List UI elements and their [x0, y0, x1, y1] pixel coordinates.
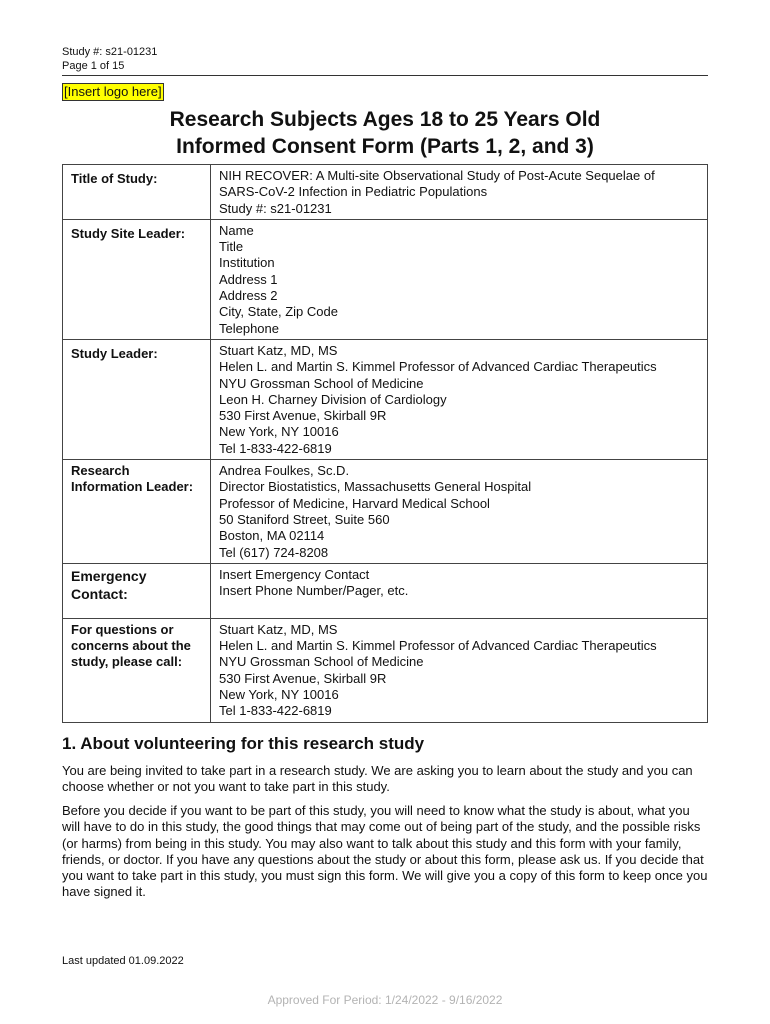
- page-title: [62, 106, 708, 160]
- value-line: Andrea Foulkes, Sc.D.: [219, 463, 350, 479]
- value-questions: [211, 618, 708, 722]
- paragraph: Before you decide if you want to be part of this study, you will need to know what the study is about, what you will have to do in this study, the good things that may come out of being part of the study, and the possible risks (or harms) from being in this study. You may also want to talk about this study and this form with your family, friends, or doctor. If you have any questions about the study or about this form, please ask us. If you decide that you want to take part in this study, you must sign this form. We will give you a copy of this form to keep once you have signed it.: [62, 803, 708, 900]
- section-heading: 1. About volunteering for this research study: [62, 734, 425, 753]
- logo-placeholder: [Insert logo here]: [64, 84, 162, 99]
- value-line: NIH RECOVER: A Multi-site Observational Study of Post-Acute Sequelae of: [219, 168, 655, 183]
- row-study-leader: [63, 339, 708, 459]
- value-line: [219, 599, 699, 615]
- label-title-of-study: Title of Study:: [63, 165, 211, 220]
- row-research-info-leader: [63, 460, 708, 564]
- value-line: NYU Grossman School of Medicine: [219, 654, 424, 670]
- value-line: Insert Phone Number/Pager, etc.: [219, 583, 409, 599]
- value-line: Title: [219, 239, 244, 255]
- value-line: Helen L. and Martin S. Kimmel Professor of Advanced Cardiac Therapeutics: [219, 638, 657, 654]
- study-info-table: [62, 164, 708, 723]
- study-number: Study #: s21-01231: [62, 46, 158, 58]
- value-line: NYU Grossman School of Medicine: [219, 375, 424, 391]
- last-updated: Last updated 01.09.2022: [62, 955, 184, 967]
- value-emergency-contact: [211, 563, 708, 618]
- title-line-1: Research Subjects Ages 18 to 25 Years Old: [169, 108, 601, 131]
- page-indicator: [62, 59, 708, 73]
- label-questions: For questions or concerns about the study, please call:: [63, 618, 211, 722]
- value-line: SARS-CoV-2 Infection in Pediatric Populations: [219, 184, 488, 200]
- paragraph: You are being invited to take part in a research study. We are asking you to learn about the study and you can choose whether or not you want to take part in this study.: [62, 763, 693, 795]
- value-line: Tel 1-833-422-6819: [219, 440, 332, 456]
- label-site-leader: Study Site Leader:: [63, 219, 211, 339]
- page-header: [62, 45, 708, 73]
- value-site-leader: [211, 219, 708, 339]
- value-line: Stuart Katz, MD, MS: [219, 621, 338, 637]
- value-line: Leon H. Charney Division of Cardiology: [219, 391, 447, 407]
- value-line: Director Biostatistics, Massachusetts General Hospital: [219, 479, 532, 495]
- title-line-2: Informed Consent Form (Parts 1, 2, and 3): [176, 135, 594, 158]
- row-title-of-study: [63, 165, 708, 220]
- header-rule: [62, 75, 708, 76]
- label-emergency-contact: Emergency Contact:: [63, 563, 211, 618]
- value-title-of-study: [211, 165, 708, 220]
- row-emergency-contact: [63, 563, 708, 618]
- value-research-info-leader: [211, 460, 708, 564]
- value-line: Name: [219, 222, 254, 238]
- value-line: Study #: s21-01231: [219, 200, 332, 216]
- value-line: Boston, MA 02114: [219, 528, 325, 544]
- value-line: 530 First Avenue, Skirball 9R: [219, 670, 387, 686]
- value-line: Insert Emergency Contact: [219, 566, 370, 582]
- value-line: Address 1: [219, 271, 278, 287]
- value-line: Tel 1-833-422-6819: [219, 703, 332, 719]
- value-line: Institution: [219, 255, 275, 271]
- row-questions: [63, 618, 708, 722]
- value-line: Professor of Medicine, Harvard Medical School: [219, 495, 490, 511]
- page-total: 15: [112, 60, 125, 72]
- value-line: Address 2: [219, 288, 278, 304]
- value-line: Helen L. and Martin S. Kimmel Professor of Advanced Cardiac Therapeutics: [219, 359, 657, 375]
- value-line: Tel (617) 724-8208: [219, 544, 329, 560]
- value-line: 530 First Avenue, Skirball 9R: [219, 408, 387, 424]
- value-line: 50 Staniford Street, Suite 560: [219, 511, 390, 527]
- page-label: Page 1 of: [62, 60, 110, 72]
- value-line: New York, NY 10016: [219, 424, 339, 440]
- value-line: Telephone: [219, 320, 279, 336]
- label-study-leader: Study Leader:: [63, 339, 211, 459]
- value-study-leader: [211, 339, 708, 459]
- label-research-info-leader: Research Information Leader:: [63, 460, 211, 564]
- approval-period: Approved For Period: 1/24/2022 - 9/16/2022: [267, 993, 503, 1007]
- value-line: Stuart Katz, MD, MS: [219, 342, 338, 358]
- row-site-leader: [63, 219, 708, 339]
- value-line: City, State, Zip Code: [219, 304, 338, 320]
- value-line: New York, NY 10016: [219, 686, 339, 702]
